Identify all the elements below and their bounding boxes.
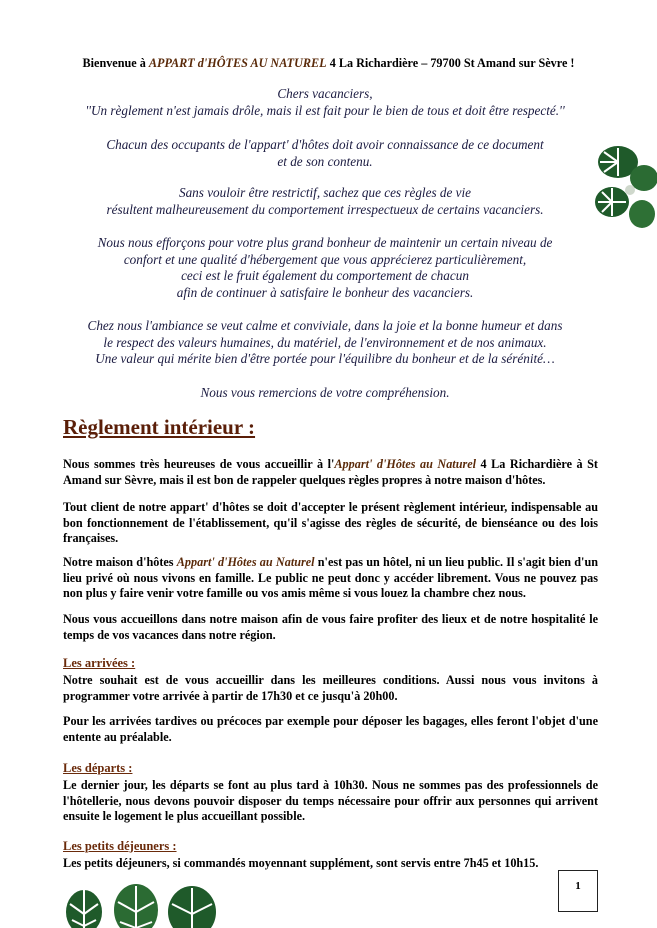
- breakfast-heading: Les petits déjeuners :: [63, 839, 177, 853]
- arrivals-late-text: Pour les arrivées tardives ou précoces par exemple pour déposer les bagages, elles feront l'objet d'une entente au préalable.: [63, 714, 598, 744]
- paragraph-acceptance: Tout client de notre appart' d'hôtes se doit d'accepter le présent règlement intérieur, indispensable au bon fonctionnement de l'établissement, qu'il s'agisse des règles de sécurité, de bienséance ou des lois françaises.: [63, 500, 598, 546]
- intro-block: [40, 318, 610, 368]
- intro-block: [40, 385, 610, 402]
- breakfast-text: Les petits déjeuners, si commandés moyennant supplément, sont servis entre 7h45 et 10h15.: [63, 856, 539, 870]
- departures-text: Le dernier jour, les départs se font au plus tard à 10h30. Nous ne sommes pas des professionnels de l'hôtellerie, nous devons pouvoir disposer du temps nécessaire pour offrir aux personnes qui arrivent ensuite le logement le plus accueillant possible.: [63, 778, 598, 824]
- intro-line: ceci est le fruit également du comportement de chacun: [181, 268, 469, 283]
- business-name: APPART d'HÔTES AU NATUREL: [148, 56, 327, 70]
- intro-line: Une valeur qui mérite bien d'être portée pour l'équilibre du bonheur et de la sérénité…: [95, 351, 555, 366]
- monstera-leaf-icon: [590, 140, 657, 230]
- intro-block: [40, 137, 610, 170]
- leaves-decoration-icon: [64, 872, 224, 928]
- page-title: Règlement intérieur :: [63, 415, 256, 439]
- intro-line: Nous nous efforçons pour votre plus grand bonheur de maintenir un certain niveau de: [97, 235, 553, 250]
- business-address: 4 La Richardière – 79700 St Amand sur Sèvre !: [329, 56, 575, 70]
- page-number-box: [558, 870, 598, 912]
- intro-line: Nous vous remercions de votre compréhension.: [200, 385, 450, 400]
- welcome-prefix: Bienvenue à: [82, 56, 146, 70]
- page-number: 1: [575, 880, 581, 892]
- arrivals-text: Notre souhait est de vous accueillir dans les meilleures conditions. Aussi nous vous invitons à programmer votre arrivée à partir de 17h30 et ce jusqu'à 20h00.: [63, 673, 598, 703]
- intro-line: ''Un règlement n'est jamais drôle, mais il est fait pour le bien de tous et doit être respecté.'': [85, 102, 565, 118]
- intro-line: Chacun des occupants de l'appart' d'hôtes doit avoir connaissance de ce document: [106, 137, 544, 152]
- intro-line: et de son contenu.: [277, 153, 373, 169]
- intro-line: afin de continuer à satisfaire le bonheur des vacanciers.: [176, 284, 474, 300]
- intro-line: le respect des valeurs humaines, du matériel, de l'environnement et de nos animaux.: [103, 334, 547, 350]
- intro-line: confort et une qualité d'hébergement que vous apprécierez particulièrement,: [123, 251, 527, 267]
- paragraph-welcome: Nous sommes très heureuses de vous accueillir à l'Appart' d'Hôtes au Naturel 4 La Richardière à St Amand sur Sèvre, mais il est bon de rappeler quelques règles propres à notre maison d'hôtes.: [63, 457, 598, 487]
- departures-heading: Les départs :: [63, 761, 133, 775]
- intro-line: Chers vacanciers,: [277, 86, 373, 101]
- intro-line: Sans vouloir être restrictif, sachez que ces règles de vie: [178, 185, 471, 200]
- welcome-line: [0, 56, 657, 71]
- intro-block: [40, 235, 610, 301]
- arrivals-heading: Les arrivées :: [63, 656, 136, 670]
- intro-line: résultent malheureusement du comportement irrespectueux de certains vacanciers.: [106, 201, 544, 217]
- paragraph-private-home: Notre maison d'hôtes Appart' d'Hôtes au Naturel n'est pas un hôtel, ni un lieu public. Il s'agit bien d'un lieu privé où nous vivons en famille. Le public ne peut donc y accéder librement. Vous ne pouvez pas non plus y faire venir votre famille ou vos amis même si vous louez la chambre chez nous.: [63, 555, 599, 601]
- intro-line: Chez nous l'ambiance se veut calme et conviviale, dans la joie et la bonne humeur et dans: [87, 318, 563, 333]
- paragraph-hospitality: Nous vous accueillons dans notre maison afin de vous faire profiter des lieux et de notre hospitalité le temps de vos vacances dans notre région.: [63, 612, 598, 642]
- intro-block: [40, 185, 610, 218]
- intro-block: [40, 86, 610, 119]
